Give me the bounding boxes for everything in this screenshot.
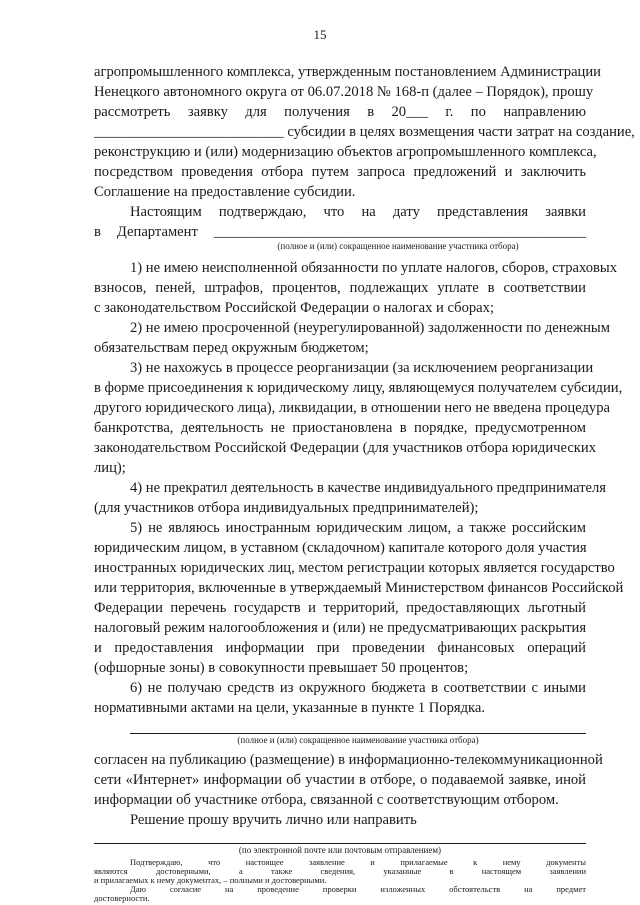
text-line: взносов, пеней, штрафов, процентов, подлежащих уплате в соответствии: [94, 280, 586, 296]
text-line: информации об участнике отбора, связанной с соответствующим отбором.: [94, 792, 559, 808]
text-line: 3) не нахожусь в процессе реорганизации (за исключением реорганизации: [130, 360, 594, 376]
text-line: (для участников отбора индивидуальных предпринимателей);: [94, 500, 479, 516]
text-line: Ненецкого автономного округа от 06.07.2018 № 168-п (далее – Порядок), прошу: [94, 84, 594, 100]
page-number: 15: [313, 27, 327, 42]
text-line: другого юридического лица), ликвидации, в отношении него не введена процедура: [94, 400, 611, 416]
caption-participant-name: (полное и (или) сокращенное наименование участника отбора): [277, 241, 519, 251]
text-line: иностранных юридических лиц, местом регистрации которых является государство: [94, 560, 615, 576]
text-line: юридическим лицом, в уставном (складочном) капитале которого доля участия: [94, 540, 587, 556]
text-line: с законодательством Российской Федерации о налогах и сборах;: [94, 300, 495, 316]
text-line: (офшорные зоны) в совокупности превышает 50 процентов;: [94, 660, 469, 676]
text-line: Подтверждаю, что настоящее заявление и прилагаемые к нему документы: [130, 857, 586, 867]
text-line: сети «Интернет» информации об участии в отборе, о подаваемой заявке, иной: [94, 772, 586, 788]
text-line: в форме присоединения к юридическому лицу, являющемуся получателем субсидии,: [94, 380, 623, 396]
text-line: согласен на публикацию (размещение) в информационно-телекоммуникационной: [94, 752, 603, 768]
text-line: 4) не прекратил деятельность в качестве индивидуального предпринимателя: [130, 480, 606, 496]
text-line: налоговый режим налогообложения и (или) не предусматривающих раскрытия: [94, 620, 587, 636]
text-line: Решение прошу вручить лично или направить: [130, 812, 417, 828]
text-line: лиц);: [94, 460, 126, 476]
text-line: и прилагаемых к нему документах, – полными и достоверными.: [94, 875, 327, 885]
text-line: и предоставления информации при проведении финансовых операций: [94, 640, 586, 656]
text-line: нормативными актами на цели, указанные в пункте 1 Порядка.: [94, 700, 486, 716]
text-line: законодательством Российской Федерации (для участников отбора юридических: [94, 440, 597, 456]
text-line: реконструкцию и (или) модернизацию объектов агропромышленного комплекса,: [94, 144, 597, 160]
delivery-method-line: [94, 843, 586, 844]
text-line: 5) не являюсь иностранным юридическим лицом, а также российским: [130, 520, 586, 536]
text-line: достоверности.: [94, 893, 150, 903]
text-line: Соглашение на предоставление субсидии.: [94, 184, 356, 200]
text-line: являются достоверными, а также сведения, указанные в настоящем заявлении: [94, 866, 586, 876]
text-line: Даю согласие на проведение проверки изложенных обстоятельств на предмет: [130, 884, 586, 894]
text-line: обязательствам перед окружным бюджетом;: [94, 340, 369, 356]
text-line: посредством проведения отбора путем запроса предложений и заключить: [94, 164, 586, 180]
text-line: Настоящим подтверждаю, что на дату представления заявки: [130, 204, 586, 220]
text-line: или территория, включенные в утверждаемый Министерством финансов Российской: [94, 580, 624, 596]
text-line: рассмотреть заявку для получения в 20___ г. по направлению: [94, 104, 586, 120]
text-line: агропромышленного комплекса, утвержденным постановлением Администрации: [94, 64, 601, 80]
text-line: банкротства, деятельность не приостановлена в порядке, предусмотренном: [94, 420, 586, 436]
text-line: __________________________ субсидии в целях возмещения части затрат на создание,: [94, 124, 635, 140]
text-line: 2) не имею просроченной (неурегулированной) задолженности по денежным: [130, 320, 610, 336]
caption-participant-name: (полное и (или) сокращенное наименование участника отбора): [237, 735, 479, 745]
participant-name-line: [130, 733, 586, 734]
text-line: в Департамент ___________________________________________________: [94, 224, 586, 240]
text-line: 6) не получаю средств из окружного бюджета в соответствии с иными: [130, 680, 586, 696]
caption-delivery-method: (по электронной почте или почтовым отправлением): [238, 845, 442, 855]
text-line: Федерации перечень государств и территорий, предоставляющих льготный: [94, 600, 586, 616]
text-line: 1) не имею неисполненной обязанности по уплате налогов, сборов, страховых: [130, 260, 618, 276]
